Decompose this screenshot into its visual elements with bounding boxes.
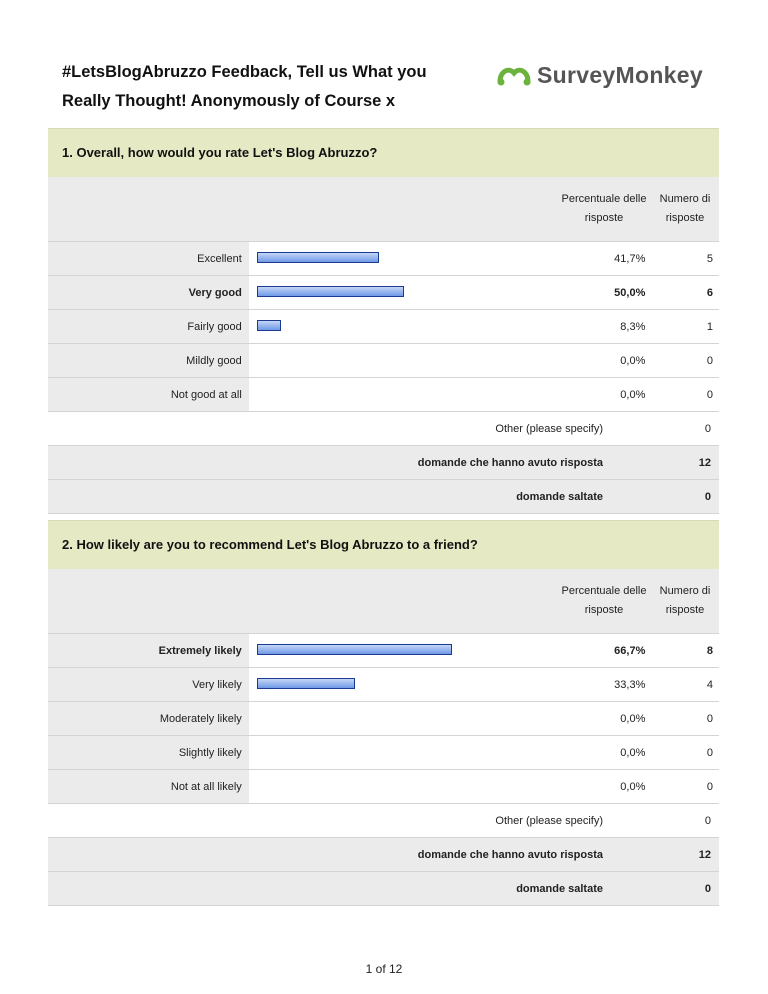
count-value: 6 [706, 286, 713, 299]
choice-label: Excellent [48, 242, 249, 275]
choice-label: Fairly good [48, 310, 249, 343]
skipped-label: domande saltate [516, 490, 603, 503]
table-row [48, 634, 719, 668]
page-number: 1 of 12 [365, 962, 403, 976]
choice-label: Moderately likely [48, 702, 249, 735]
choice-label: Slightly likely [48, 736, 249, 769]
table-row [48, 344, 719, 378]
table-row [48, 668, 719, 702]
response-bar [257, 320, 281, 331]
choice-label: Very likely [48, 668, 249, 701]
choice-label: Extremely likely [48, 634, 249, 667]
percent-value: 41,7% [614, 252, 646, 265]
count-column-header: Numero di risposte [659, 585, 711, 616]
percent-value: 0,0% [620, 388, 646, 401]
count-value: 0 [706, 354, 713, 367]
table-row [48, 378, 719, 412]
response-bar [257, 644, 452, 655]
question-title: 1. Overall, how would you rate Let's Blog Abruzzo? [48, 128, 719, 177]
question-title: 2. How likely are you to recommend Let's Blog Abruzzo to a friend? [48, 520, 719, 569]
percent-value: 33,3% [614, 678, 646, 691]
skipped-row [48, 872, 719, 906]
survey-title-line1: #LetsBlogAbruzzo Feedback, Tell us What you [62, 63, 427, 81]
table-row [48, 770, 719, 804]
table-row [48, 736, 719, 770]
choice-label: Not good at all [48, 378, 249, 411]
answered-label: domande che hanno avuto risposta [417, 456, 603, 469]
percent-value: 66,7% [614, 644, 646, 657]
document-header [62, 58, 482, 116]
choice-label: Very good [48, 276, 249, 309]
count-value: 0 [706, 388, 713, 401]
surveymonkey-logo [497, 62, 703, 89]
percent-value: 8,3% [620, 320, 646, 333]
count-value: 4 [706, 678, 713, 691]
other-count: 0 [704, 814, 711, 827]
question-1 [48, 128, 719, 514]
choice-label: Not at all likely [48, 770, 249, 803]
answered-count: 12 [698, 456, 711, 469]
count-value: 0 [706, 712, 713, 725]
percent-column-header: Percentuale delle risposte [561, 585, 647, 616]
logo-text: SurveyMonkey [537, 62, 703, 88]
answered-row [48, 446, 719, 480]
skipped-count: 0 [704, 490, 711, 503]
response-bar [257, 252, 379, 263]
other-count: 0 [704, 422, 711, 435]
table-row [48, 242, 719, 276]
skipped-count: 0 [704, 882, 711, 895]
count-value: 8 [706, 644, 713, 657]
percent-value: 0,0% [620, 354, 646, 367]
answered-count: 12 [698, 848, 711, 861]
other-label: Other (please specify) [495, 422, 603, 435]
question-2 [48, 520, 719, 906]
percent-value: 50,0% [614, 286, 646, 299]
count-value: 1 [706, 320, 713, 333]
count-value: 0 [706, 780, 713, 793]
table-row [48, 276, 719, 310]
other-row [48, 412, 719, 446]
percent-value: 0,0% [620, 746, 646, 759]
survey-title-line2: Really Thought! Anonymously of Course x [62, 92, 396, 110]
percent-column-header: Percentuale delle risposte [561, 193, 647, 224]
response-bar [257, 678, 355, 689]
table-header-row [48, 177, 719, 242]
answered-row [48, 838, 719, 872]
table-row [48, 702, 719, 736]
count-value: 5 [706, 252, 713, 265]
other-label: Other (please specify) [495, 814, 603, 827]
percent-value: 0,0% [620, 712, 646, 725]
monkey-logo-icon [497, 65, 531, 87]
skipped-label: domande saltate [516, 882, 603, 895]
count-value: 0 [706, 746, 713, 759]
skipped-row [48, 480, 719, 514]
table-header-row [48, 569, 719, 634]
percent-value: 0,0% [620, 780, 646, 793]
response-bar [257, 286, 404, 297]
count-column-header: Numero di risposte [659, 193, 711, 224]
answered-label: domande che hanno avuto risposta [417, 848, 603, 861]
table-row [48, 310, 719, 344]
choice-label: Mildly good [48, 344, 249, 377]
other-row [48, 804, 719, 838]
